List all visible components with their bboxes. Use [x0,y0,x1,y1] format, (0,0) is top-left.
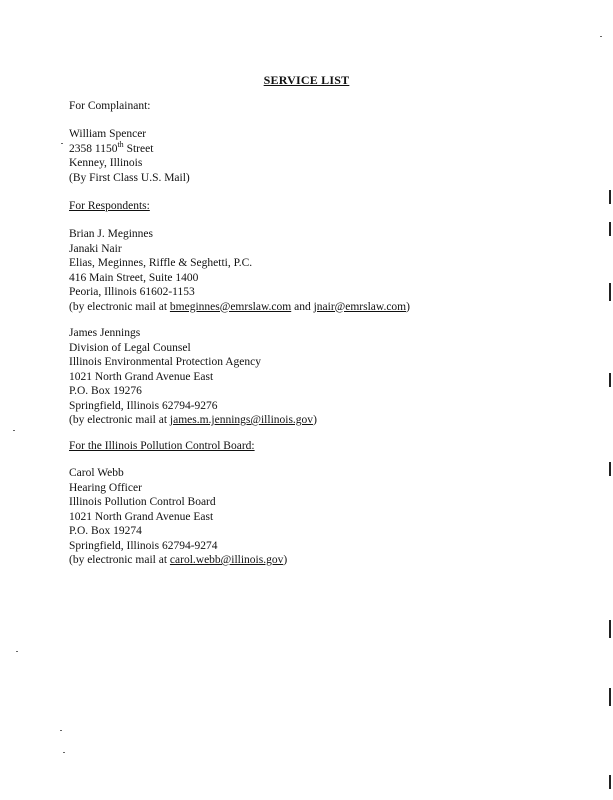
iepa-line: P.O. Box 19276 [69,385,142,397]
complainant-heading: For Complainant: [69,100,151,112]
iepa-line: Division of Legal Counsel [69,341,191,354]
complainant-street: 2358 1150th Street [69,139,154,155]
email-link-jnair[interactable]: jnair@emrslaw.com [313,300,407,313]
respondent-line: Janaki Nair [69,242,122,255]
scan-speck [16,651,18,652]
email-link-webb[interactable]: carol.webb@illinois.gov [169,554,284,566]
complainant-method: (By First Class U.S. Mail) [69,171,190,184]
scan-speck [13,430,15,431]
respondents-address [69,227,410,314]
scan-mark [609,283,611,301]
respondent-line: 416 Main Street, Suite 1400 [69,271,199,284]
respondent-email-line: (by electronic mail at bmeginnes@emrslaw.com and jnair@emrslaw.com) [69,300,410,313]
scan-speck [61,143,63,144]
scan-mark [609,462,611,476]
scan-mark [609,688,611,706]
iepa-line: Illinois Environmental Protection Agency [69,356,261,368]
respondent-line: Elias, Meginnes, Riffle & Seghetti, P.C. [69,257,253,269]
board-line: P.O. Box 19274 [69,525,142,537]
scan-mark [609,775,611,789]
complainant-name: William Spencer [69,128,147,140]
respondent-line: Peoria, Illinois 61602-1153 [69,286,195,298]
scan-mark [609,373,611,387]
iepa-line: 1021 North Grand Avenue East [69,370,214,383]
respondents-heading: For Respondents: [69,200,150,212]
complainant-address [69,127,190,185]
iepa-email-line: (by electronic mail at james.m.jennings@illinois.gov) [69,414,317,426]
scan-speck [60,730,62,731]
respondents-section [69,199,150,214]
board-heading: For the Illinois Pollution Control Board: [69,440,255,452]
board-line: Carol Webb [69,467,124,479]
board-section [69,439,255,454]
board-address [69,466,287,568]
iepa-line: James Jennings [69,327,141,339]
email-link-bmeginnes[interactable]: bmeginnes@emrslaw.com [169,300,292,313]
scan-mark [609,620,611,638]
scan-mark [609,222,611,236]
board-email-line: (by electronic mail at carol.webb@illinois.gov) [69,554,288,566]
complainant-section [69,99,150,114]
scan-speck [63,752,65,753]
iepa-address [69,326,317,428]
board-line: Hearing Officer [69,481,142,494]
board-line: 1021 North Grand Avenue East [69,510,214,523]
scan-speck [600,36,602,37]
respondent-line: Brian J. Meginnes [69,228,154,240]
board-line: Springfield, Illinois 62794-9274 [69,539,218,552]
board-line: Illinois Pollution Control Board [69,496,216,508]
complainant-city: Kenney, Illinois [69,157,143,169]
email-link-jennings[interactable]: james.m.jennings@illinois.gov [169,414,314,426]
iepa-line: Springfield, Illinois 62794-9276 [69,399,218,412]
page-title: SERVICE LIST [263,73,350,87]
scan-mark [609,190,611,204]
